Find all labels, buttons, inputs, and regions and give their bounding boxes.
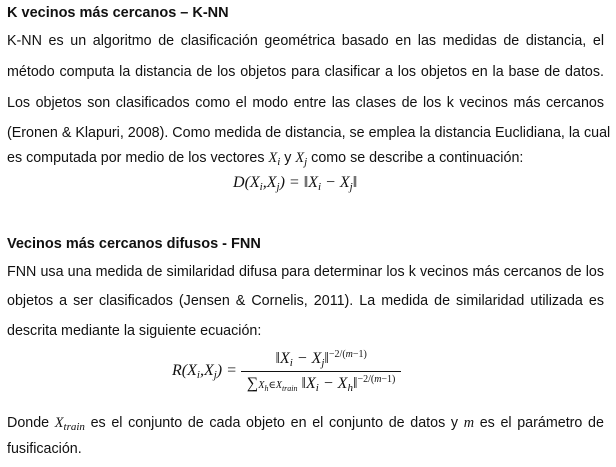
- fraction-denominator: $\sum X_h\in X_{train}$ $‖X_i$ − $X_h‖^{-2/(m-1)}$: [246, 374, 396, 394]
- var-xi: $X_i$: [268, 150, 281, 168]
- fraction-numerator: $‖X_i$ − $X_j‖^{-2/(m-1)}$: [241, 349, 401, 372]
- paragraph-line: descrita mediante la siguiente ecuación:: [7, 323, 262, 339]
- paragraph-line: fusificación.: [7, 441, 82, 457]
- paragraph-line-with-vars: [7, 414, 604, 436]
- paragraph-line-with-vars: [7, 149, 604, 171]
- paragraph-line: método computa la distancia de los objetos para clasificar a los objetos en la base de datos.: [7, 64, 604, 80]
- var-m: m: [463, 415, 475, 431]
- var-xj: $X_j$: [295, 150, 308, 168]
- paragraph-line: objetos a ser clasificados (Jensen & Cornelis, 2011). La medida de similaridad utilizada es: [7, 293, 604, 309]
- text-segment: Donde: [7, 415, 50, 431]
- section-heading-knn: K vecinos más cercanos – K-NN: [7, 5, 229, 21]
- text-segment: es el conjunto de cada objeto en el conjunto de datos y: [90, 415, 459, 431]
- var-xtrain: $X_{train}$: [54, 415, 85, 433]
- paragraph-line: FNN usa una medida de similaridad difusa para determinar los k vecinos más cercanos de los: [7, 264, 604, 280]
- paragraph-line: K-NN es un algoritmo de clasificación geométrica basado en las medidas de distancia, el: [7, 33, 604, 49]
- text-segment: y: [284, 150, 292, 166]
- text-segment: es el parámetro de: [479, 415, 604, 431]
- equation-euclidean-distance: $D(X_i,X_j)$ = $‖X_i$ − $X_j‖$: [233, 174, 358, 193]
- fraction: [241, 349, 401, 394]
- equation-fuzzy-similarity: $R(X_i,X_j)$ = $‖X_i$ − $X_j‖^{-2/(m-1)}$ $\sum X_h\in X_{train}$ $‖X_i$ − $X_h‖^{-2/(m-1)}$: [172, 349, 401, 394]
- text-segment: es computada por medio de los vectores: [7, 150, 265, 166]
- paragraph-line: (Eronen & Klapuri, 2008). Como medida de distancia, se emplea la distancia Euclidiana, la cual: [7, 125, 611, 141]
- text-segment: como se describe a continuación:: [311, 150, 524, 166]
- paragraph-line: Los objetos son clasificados como el modo entre las clases de los k vecinos más cercanos: [7, 95, 604, 111]
- section-heading-fnn: Vecinos más cercanos difusos - FNN: [7, 236, 261, 252]
